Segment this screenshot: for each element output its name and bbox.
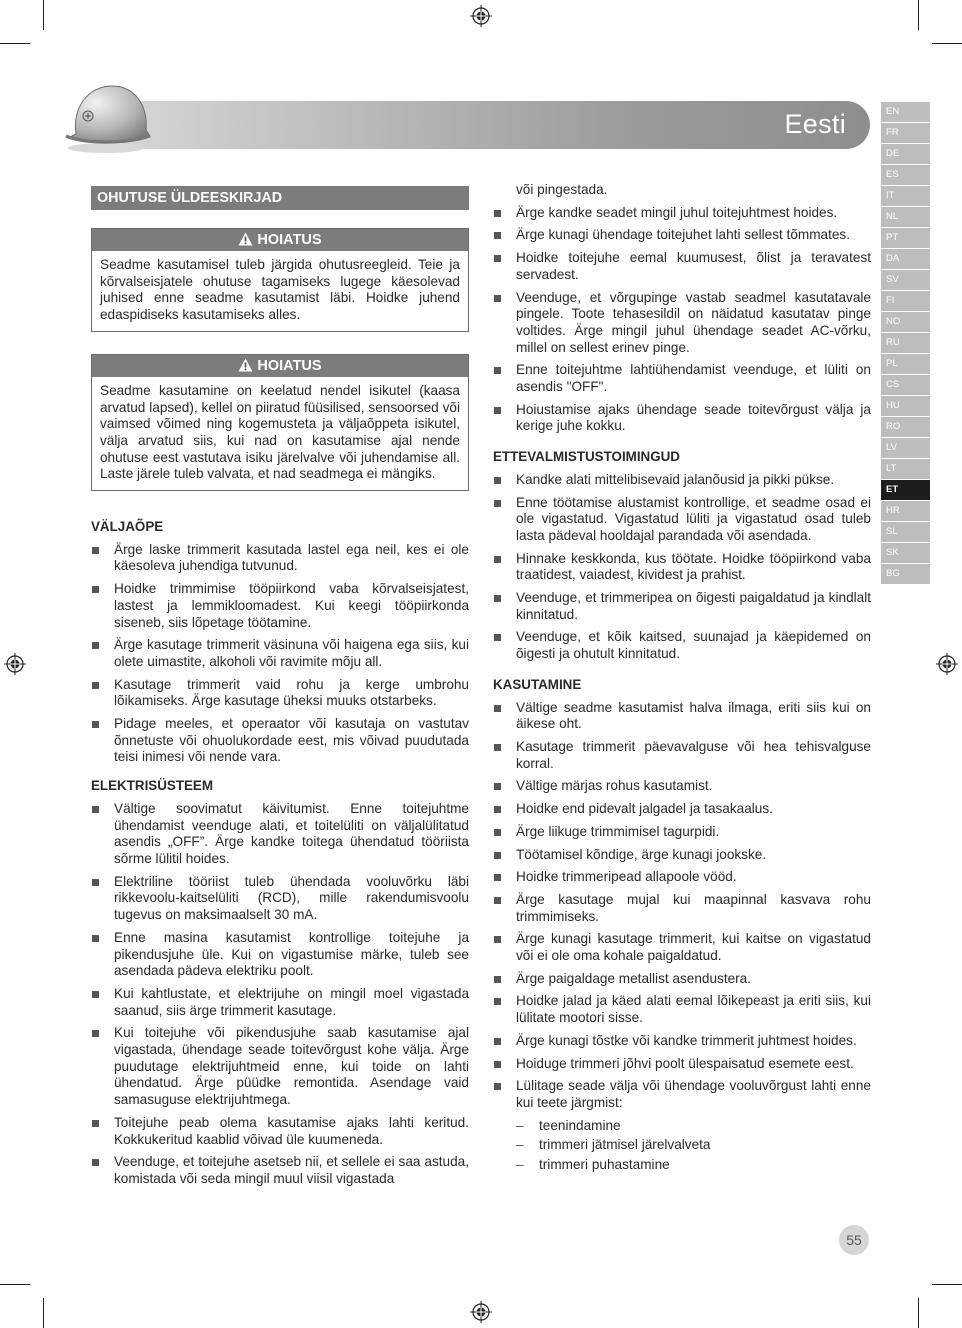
list-item: Kasutage trimmerit vaid rohu ja kerge umbrohu lõikamiseks. Ärge kasutage üheksi muuks otstarbeks. <box>91 677 469 710</box>
language-tab-de[interactable]: DE <box>881 144 930 164</box>
preparation-list <box>493 472 871 663</box>
list-item: Veenduge, et toitejuhe asetseb nii, et sellele ei saa astuda, komistada või seda mingil muul viisil vigastada <box>91 1154 469 1187</box>
list-item: Hoiduge trimmeri jõhvi poolt ülespaisatud esemete eest. <box>493 1056 871 1073</box>
section-title: OHUTUSE ÜLDEESKIRJAD <box>91 186 469 210</box>
warning-icon <box>238 232 253 246</box>
continued-text: või pingestada. <box>516 182 608 197</box>
list-item: Hoidke trimmeripead allapoole vööd. <box>493 869 871 886</box>
language-tab-sv[interactable]: SV <box>881 270 930 290</box>
crop-mark <box>918 0 919 30</box>
list-item: Ärge laske trimmerit kasutada lastel ega neil, kes ei ole käesoleva juhendiga tutvunud. <box>91 542 469 575</box>
warning-box <box>91 228 469 332</box>
language-tab-it[interactable]: IT <box>881 186 930 206</box>
electrical-list <box>91 801 469 1188</box>
warning-box <box>91 354 469 491</box>
language-tab-es[interactable]: ES <box>881 165 930 185</box>
language-tab-pl[interactable]: PL <box>881 354 930 374</box>
list-item: Kui toitejuhe või pikendusjuhe saab kasutamise ajal vigastada, ühendage seade toitevõrgust kohe välja. Ärge puudutage elektrijuhtmeid enne, kui toide on lahti ühendatud. Ärge püüdke remontida. Asendage vaid samasuguse elektrijuhtmega. <box>91 1025 469 1109</box>
warning-title: HOIATUS <box>257 357 322 374</box>
registration-mark-icon <box>470 5 492 27</box>
usage-heading: KASUTAMINE <box>493 676 582 692</box>
list-item: Kui kahtlustate, et elektrijuhe on mingil moel vigastada saanud, siis ärge trimmerit kasutage. <box>91 986 469 1019</box>
training-list <box>91 542 469 766</box>
list-item: Toitejuhe peab olema kasutamise ajaks lahti keritud. Kokkukeritud kaablid võivad üle kuumeneda. <box>91 1115 469 1148</box>
usage-list <box>493 700 871 1112</box>
list-item: Ärge kasutage trimmerit väsinuna või haigena ega siis, kui olete uimastite, alkoholi või ravimite mõju all. <box>91 637 469 670</box>
list-item: Ärge liikuge trimmimisel tagurpidi. <box>493 824 871 841</box>
safety-helmet-icon <box>62 78 154 156</box>
language-tab-sl[interactable]: SL <box>881 522 930 542</box>
language-tab-lt[interactable]: LT <box>881 459 930 479</box>
list-item: Elektriline tööriist tuleb ühendada vooluvõrku läbi rikkevoolu-kaitselüliti (RCD), mille rakendumisvoolu tugevus on maksimaalselt 30 mA. <box>91 874 469 924</box>
electrical-heading: ELEKTRISÜSTEEM <box>91 778 214 794</box>
list-item: Pidage meeles, et operaator või kasutaja on vastutav õnnetuste või ohuolukordade eest, mis võivad puudutada teisi inimesi või nende vara. <box>91 716 469 766</box>
crop-mark <box>932 1284 962 1285</box>
list-item: Veenduge, et võrgupinge vastab seadmel kasutatavale pingele. Toote tehasesildil on näidatud kasutatav pinge voltides. Ärge mingil juhul ühendage seadet AC-võrku, millel on sellest erinev pinge. <box>493 290 871 357</box>
warning-text: Seadme kasutamine on keelatud nendel isikutel (kaasa arvatud lapsed), kellel on piiratud füüsilised, sensoorsed või vaimsed võimed ning kogemusteta ja väljaõppeta isikutel, välja arvatud siis, kui nad on kasutamise ajal nende ohutuse eest vastutava isiku järelvalve või juhendamise all. Laste järele tuleb valvata, et nad seadmega ei mängiks. <box>100 382 460 482</box>
sublist-item: – trimmeri puhastamine <box>516 1157 871 1174</box>
language-tabs <box>881 102 930 585</box>
language-tab-cs[interactable]: CS <box>881 375 930 395</box>
list-item: Kandke alati mittelibisevaid jalanõusid ja pikki pükse. <box>493 472 871 489</box>
crop-mark <box>43 0 44 30</box>
list-item: Ärge kunagi kasutage trimmerit, kui kaitse on vigastatud või ei ole oma kohale paigaldatud. <box>493 931 871 964</box>
list-item: Ärge kunagi tõstke või kandke trimmerit juhtmest hoides. <box>493 1033 871 1050</box>
language-tab-bg[interactable]: BG <box>881 564 930 584</box>
warning-header <box>92 229 468 251</box>
sublist-item: – teenindamine <box>516 1118 871 1135</box>
list-item: Veenduge, et trimmeripea on õigesti paigaldatud ja kindlalt kinnitatud. <box>493 590 871 623</box>
registration-mark-icon <box>470 1301 492 1323</box>
crop-mark <box>0 43 30 44</box>
left-column <box>91 186 469 1200</box>
language-tab-et[interactable]: ET <box>881 480 930 500</box>
warning-icon <box>238 358 253 372</box>
registration-mark-icon <box>936 653 958 675</box>
crop-mark <box>918 1298 919 1328</box>
list-item: Ärge kasutage mujal kui maapinnal kasvava rohu trimmimiseks. <box>493 892 871 925</box>
training-heading: VÄLJAÕPE <box>91 519 164 535</box>
list-item: Töötamisel kõndige, ärge kunagi jookske. <box>493 847 871 864</box>
warning-header <box>92 355 468 377</box>
list-item: Ärge paigaldage metallist asendustera. <box>493 971 871 988</box>
page-title: Eesti <box>784 109 846 139</box>
header-band <box>96 101 870 149</box>
list-item: Vältige soovimatut käivitumist. Enne toitejuhtme ühendamist veenduge alati, et toitelüliti on väljalülitatud asendis „OFF”. Ärge kandke toitega ühendatud tööriista sõrme lülitil hoides. <box>91 801 469 868</box>
list-item: Hoidke trimmimise tööpiirkond vaba kõrvalseisjatest, lastest ja lemmikloomadest. Kui keegi tööpiirkonda siseneb, siis lõpetage töötamine. <box>91 581 469 631</box>
list-item: Hoiustamise ajaks ühendage seade toitevõrgust välja ja kerige juhe kokku. <box>493 402 871 435</box>
list-item: Enne töötamise alustamist kontrollige, et seadme osad ei ole vigastatud. Vigastatud lüliti ja vigastatud osad tuleb lasta pädeval hooldajal parandada või asendada. <box>493 495 871 545</box>
list-item: Enne masina kasutamist kontrollige toitejuhe ja pikendusjuhe üle. Kui on vigastumise märke, tuleb see asendada pädeva elektriku poolt. <box>91 930 469 980</box>
language-tab-pt[interactable]: PT <box>881 228 930 248</box>
list-item: Kasutage trimmerit päevavalguse või hea tehisvalguse korral. <box>493 739 871 772</box>
list-item: Lülitage seade välja või ühendage vooluvõrgust lahti enne kui teete järgmist: <box>493 1078 871 1111</box>
crop-mark <box>0 1284 30 1285</box>
list-item: Ärge kunagi ühendage toitejuhet lahti sellest tõmmates. <box>493 227 871 244</box>
list-item: Hinnake keskkonda, kus töötate. Hoidke tööpiirkond vaba traatidest, vaiadest, kividest ja prahist. <box>493 551 871 584</box>
language-tab-hu[interactable]: HU <box>881 396 930 416</box>
electrical-list-continued <box>493 205 871 435</box>
list-item: Vältige seadme kasutamist halva ilmaga, eriti siis kui on äikese oht. <box>493 700 871 733</box>
language-tab-hr[interactable]: HR <box>881 501 930 521</box>
list-item: Hoidke toitejuhe eemal kuumusest, õlist ja teravatest servadest. <box>493 250 871 283</box>
list-item: Ärge kandke seadet mingil juhul toitejuhtmest hoides. <box>493 205 871 222</box>
language-tab-lv[interactable]: LV <box>881 438 930 458</box>
list-item: Hoidke jalad ja käed alati eemal lõikepeast ja eriti siis, kui lülitate mootori sisse. <box>493 993 871 1026</box>
registration-mark-icon <box>4 653 26 675</box>
warning-text: Seadme kasutamisel tuleb järgida ohutusreegleid. Teie ja kõrvalseisjatele ohutuse tagamiseks lugege käesolevad juhised enne seadme kasutamist läbi. Hoidke juhend edaspidiseks kasutamiseks alles. <box>100 257 460 323</box>
list-item: Veenduge, et kõik kaitsed, suunajad ja käepidemed on õigesti ja ohutult kinnitatud. <box>493 629 871 662</box>
language-tab-da[interactable]: DA <box>881 249 930 269</box>
list-item: Hoidke end pidevalt jalgadel ja tasakaalus. <box>493 801 871 818</box>
language-tab-fr[interactable]: FR <box>881 123 930 143</box>
language-tab-en[interactable]: EN <box>881 102 930 122</box>
warning-title: HOIATUS <box>257 232 322 248</box>
language-tab-nl[interactable]: NL <box>881 207 930 227</box>
language-tab-ru[interactable]: RU <box>881 333 930 353</box>
language-tab-sk[interactable]: SK <box>881 543 930 563</box>
list-item: Enne toitejuhtme lahtiühendamist veenduge, et lüliti on asendis "OFF". <box>493 362 871 395</box>
language-tab-no[interactable]: NO <box>881 312 930 332</box>
crop-mark <box>932 43 962 44</box>
list-item: Vältige märjas rohus kasutamist. <box>493 778 871 795</box>
usage-sublist <box>493 1118 871 1174</box>
preparation-heading: ETTEVALMISTUSTOIMINGUD <box>493 449 680 465</box>
page-number: 55 <box>839 1225 869 1255</box>
language-tab-fi[interactable]: FI <box>881 291 930 311</box>
crop-mark <box>43 1298 44 1328</box>
language-tab-ro[interactable]: RO <box>881 417 930 437</box>
right-column <box>493 182 871 1177</box>
sublist-item: – trimmeri jätmisel järelvalveta <box>516 1137 871 1154</box>
